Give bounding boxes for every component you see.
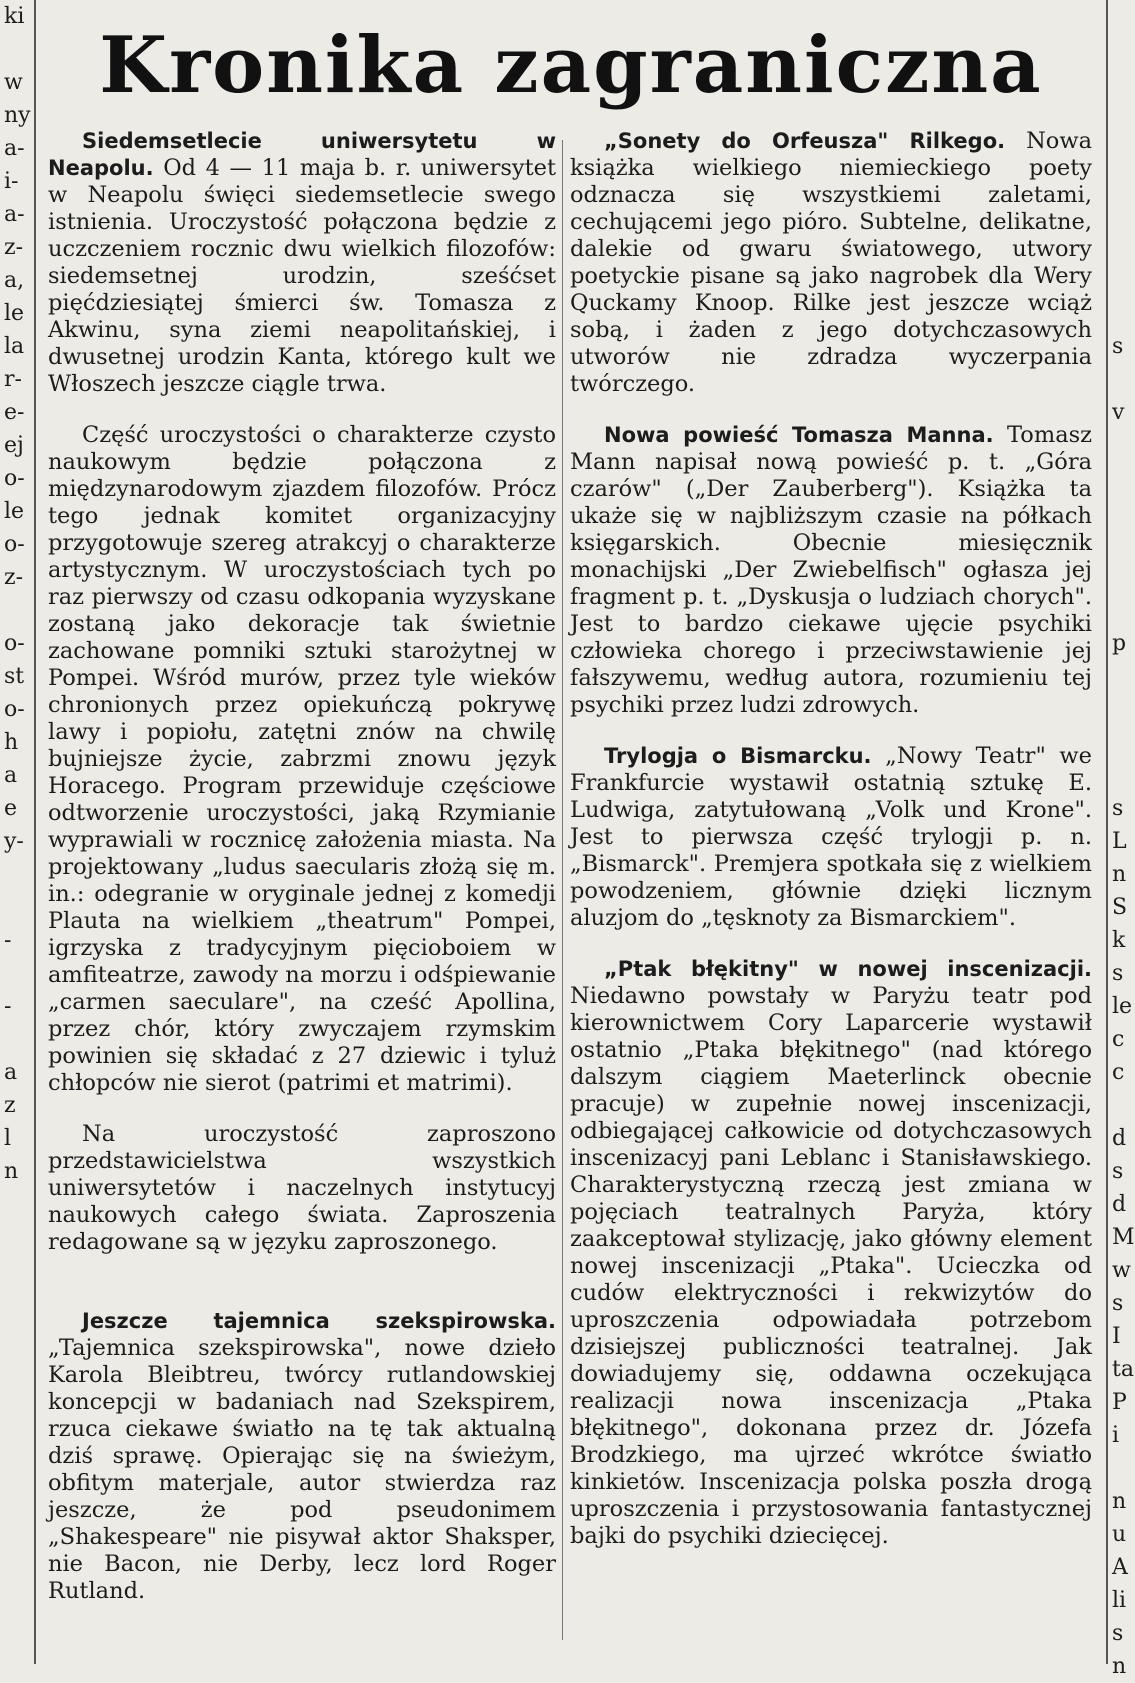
article-text: Niedawno powstały w Paryżu teatr pod kierownictwem Cory Laparcerie wystawił ostatnio „Ptaka błękitnego" (nad którego dalszym ciągiem Maeterlinck obecnie pracuje) w zupełnie nowej inscenizacji, odbiegającej całkowicie od dotychczasowych inscenizacyj pani Leblanc i Stanisławskiego. Charakterystyczną rzeczą jest zmiana w pojęciach teatralnych Paryża, który zaakceptował stylizację, jako główny element nowej inscenizacji „Ptaka". Ucieczka od cudów elektryczności i rekwizytów do uproszczenia odpowiadała potrzebom dzisiejszej publiczności teatralnej. Jak dowiadujemy się, oddawna oczekująca realizacji nowa inscenizacja „Ptaka błękitnego", dokonana przez dr. Józefa Brodzkiego, ma ujrzeć wkrótce światło kinkietów. Inscenizacja polska poszła drogą uproszczenia i przystosowania fantastycznej bajki do psychiki dziecięcej. xyxy=(570,983,1092,1549)
article-rilke xyxy=(570,128,1092,398)
article-heading: Jeszcze tajemnica szekspirowska. xyxy=(82,1309,556,1333)
article-paragraph xyxy=(570,743,1092,932)
gutter-fragment xyxy=(1108,0,1130,33)
page-title: Kronika zagraniczna xyxy=(99,20,1043,111)
gutter-fragment xyxy=(0,33,34,66)
gutter-fragment: z xyxy=(4,1093,16,1118)
gutter-fragment: - xyxy=(4,994,12,1019)
gutter-fragment: v xyxy=(1112,400,1125,425)
gutter-fragment: o- xyxy=(4,697,25,722)
gutter-fragment: ej xyxy=(4,433,24,458)
gutter-fragment xyxy=(0,594,34,627)
article-text: Tomasz Mann napisał nową powieść p. t. „Góra czarów" („Der Zauberberg"). Książka ta ukaże się w najbliższym czasie na półkach księgarskich. Obecnie miesięcznik monachijski „Der Zwiebelfisch" ogłasza jej fragment p. t. „Dyskusja o ludziach chorych". Jest to bardzo ciekawe ujęcie psychiki człowieka chorego i przeciwstawienie jej fałszywemu, według autora, rozumieniu tej psychiki przez ludzi zdrowych. xyxy=(570,422,1093,718)
gutter-fragment xyxy=(1108,462,1130,495)
gutter-fragment xyxy=(1108,429,1130,462)
gutter-fragment xyxy=(1108,528,1130,561)
gutter-fragment: a xyxy=(4,1060,18,1085)
gutter-fragment xyxy=(0,1353,34,1386)
gutter-fragment: e- xyxy=(4,400,25,425)
gutter-fragment xyxy=(1108,759,1130,792)
gutter-fragment xyxy=(1108,726,1130,759)
gutter-fragment xyxy=(0,1221,34,1254)
gutter-fragment: o- xyxy=(4,466,25,491)
gutter-fragment: i xyxy=(1112,1423,1120,1448)
gutter-fragment: le xyxy=(4,301,25,326)
gutter-fragment: y- xyxy=(4,829,24,854)
right-column xyxy=(570,128,1092,1574)
gutter-fragment: z- xyxy=(4,235,24,260)
gutter-fragment: a- xyxy=(4,136,25,161)
article-heading: Trylogja o Bismarcku. xyxy=(604,744,872,768)
gutter-fragment: p xyxy=(1112,631,1127,656)
gutter-fragment xyxy=(1108,198,1130,231)
gutter-fragment xyxy=(1108,594,1130,627)
article-paragraph: Część uroczystości o charakterze czysto naukowym będzie połączona z międzynarodowym zjazdem filozofów. Prócz tego jednak komitet organizacyjny przygotowuje szereg atrakcyj o charakterze artystycznym. W uroczystościach tych po raz pierwszy od czasu odkopania wyzyskane zostaną jako dekoracje tak świetnie zachowane pomniki sztuki starożytnej w Pompei. Wśród murów, przez tyle wieków chronionych przez opiekuńczą pokrywę lawy i popiołu, zatętni znów na chwilę bujniejsze życie, zabrzmi znowu język Horacego. Program przewiduje częściowe odtworzenie uroczystości, jaką Rzymianie wyprawiali w rocznicę założenia miasta. Na projektowany „ludus saecularis złożą się m. in.: odegranie w oryginale jednej z komedji Plauta na wielkiem „theatrum" Pompei, igrzyska z tradycyjnym pięcioboiem w amfiteatrze, zawody na morzu i odśpiewanie „carmen saeculare", na cześć Apollina, przez chór, który zwyczajem rzymskim powinien się składać z 27 dziewic i tyluż chłopców nie sierot (patrimi et matrimi). xyxy=(48,422,556,1096)
gutter-fragment: st xyxy=(4,664,25,689)
gutter-fragment: s xyxy=(1112,1159,1124,1184)
article-naples xyxy=(48,128,556,1256)
gutter-fragment: - xyxy=(4,928,12,953)
gutter-fragment xyxy=(1108,297,1130,330)
article-paragraph xyxy=(48,128,556,398)
article-text: „Nowy Teatr" we Frankfurcie wystawił ostatnią sztukę E. Ludwiga, zatytułowaną „Volk und Krone". Jest to pierwsza część trylogji p. n. „Bismarck". Premjera spotkała się z wielkiem powodzeniem, głównie dzięki licznym aluzjom do „tęsknoty za Bismarckiem". xyxy=(570,743,1092,931)
gutter-fragment: le xyxy=(4,499,25,524)
article-heading: Nowa powieść Tomasza Manna. xyxy=(604,423,994,447)
gutter-fragment: i- xyxy=(4,169,19,194)
gutter-fragment: e xyxy=(4,796,18,821)
left-gutter-cropped-text xyxy=(0,0,36,1664)
gutter-fragment: s xyxy=(1112,961,1124,986)
article-text: Nowa książka wielkiego niemieckiego poety odznacza się wszystkiemi zaletami, cechującemi jego pióro. Subtelne, delikatne, dalekie od gwaru światowego, utwory poetyckie pisane są jako nagrobek dla Wery Quckamy Knoop. Rilke jest jeszcze wciąż sobą, i żaden z jego dotychczasowych utworów nie zdradza wyczerpania twórczego. xyxy=(570,128,1093,397)
article-mann xyxy=(570,422,1092,719)
gutter-fragment xyxy=(1108,231,1130,264)
gutter-fragment: a xyxy=(4,763,18,788)
gutter-fragment xyxy=(0,1386,34,1419)
gutter-fragment: s xyxy=(1112,334,1124,359)
gutter-fragment xyxy=(1108,33,1130,66)
right-gutter-cropped-text xyxy=(1106,0,1135,1679)
gutter-fragment xyxy=(1108,264,1130,297)
gutter-fragment: r- xyxy=(4,367,22,392)
article-shakespeare xyxy=(48,1308,556,1605)
article-heading: „Ptak błękitny" w nowej inscenizacji. xyxy=(604,957,1092,981)
gutter-fragment xyxy=(1108,1089,1130,1122)
gutter-fragment: s xyxy=(1112,796,1124,821)
gutter-fragment: c xyxy=(1112,1060,1125,1085)
gutter-fragment: ta xyxy=(1112,1357,1134,1382)
gutter-fragment: k xyxy=(1112,928,1126,953)
gutter-fragment xyxy=(1108,165,1130,198)
gutter-fragment: n xyxy=(1112,1654,1127,1679)
gutter-fragment xyxy=(0,858,34,891)
gutter-fragment: d xyxy=(1112,1192,1127,1217)
gutter-fragment: u xyxy=(1112,1522,1127,1547)
gutter-fragment: P xyxy=(1112,1390,1127,1415)
gutter-fragment xyxy=(0,957,34,990)
article-paragraph: Na uroczystość zaproszono przedstawicielstwa wszystkich uniwersytetów i naczelnych instytucyj naukowych całego świata. Zaproszenia redagowane są w języku zaproszonego. xyxy=(48,1121,556,1255)
gutter-fragment: I xyxy=(1112,1324,1121,1349)
gutter-fragment xyxy=(0,1023,34,1056)
gutter-fragment: a- xyxy=(4,202,25,227)
gutter-fragment xyxy=(1108,495,1130,528)
left-column xyxy=(48,128,556,1629)
gutter-fragment: M xyxy=(1112,1225,1135,1250)
gutter-fragment: le xyxy=(1112,994,1133,1019)
gutter-fragment: s xyxy=(1112,1621,1124,1646)
gutter-fragment: n xyxy=(4,1159,19,1184)
gutter-fragment xyxy=(1108,693,1130,726)
gutter-fragment: ki xyxy=(4,4,25,29)
gutter-fragment: h xyxy=(4,730,19,755)
gutter-fragment: c xyxy=(1112,1027,1125,1052)
gutter-fragment: l xyxy=(4,1126,12,1151)
article-paragraph xyxy=(48,1308,556,1605)
gutter-fragment: ny xyxy=(4,103,31,128)
gutter-fragment xyxy=(0,1518,34,1551)
gutter-fragment: d xyxy=(1112,1126,1127,1151)
gutter-fragment xyxy=(1108,132,1130,165)
article-paragraph xyxy=(570,422,1092,719)
gutter-fragment: S xyxy=(1112,895,1128,920)
gutter-fragment: A xyxy=(1112,1555,1128,1580)
gutter-fragment: n xyxy=(1112,862,1127,887)
gutter-fragment xyxy=(0,1452,34,1485)
gutter-fragment: L xyxy=(1112,829,1127,854)
gutter-fragment: w xyxy=(4,70,23,95)
gutter-fragment xyxy=(1108,1452,1130,1485)
gutter-fragment: o- xyxy=(4,532,25,557)
gutter-fragment: n xyxy=(1112,1489,1127,1514)
gutter-fragment: z- xyxy=(4,565,24,590)
gutter-fragment xyxy=(1108,363,1130,396)
gutter-fragment: w xyxy=(1112,1258,1131,1283)
gutter-fragment xyxy=(1108,99,1130,132)
article-paragraph xyxy=(570,128,1092,398)
gutter-fragment: a, xyxy=(4,268,25,293)
article-heading: Siedemsetlecie uniwersytetu w Neapolu. xyxy=(48,129,556,180)
article-bismarck xyxy=(570,743,1092,932)
column-divider xyxy=(562,140,563,1640)
gutter-fragment xyxy=(0,891,34,924)
gutter-fragment xyxy=(0,1188,34,1221)
gutter-fragment: la xyxy=(4,334,25,359)
article-heading: „Sonety do Orfeusza" Rilkego. xyxy=(604,129,1006,153)
article-bluebird xyxy=(570,956,1092,1550)
gutter-fragment xyxy=(0,1287,34,1320)
gutter-fragment xyxy=(0,1551,34,1584)
gutter-fragment xyxy=(0,1254,34,1287)
gutter-fragment xyxy=(0,1320,34,1353)
gutter-fragment xyxy=(0,1419,34,1452)
article-text: „Tajemnica szekspirowska", nowe dzieło Karola Bleibtreu, twórcy rutlandowskiej koncepcji w badaniach nad Szekspirem, rzuca ciekawe światło na tę tak aktualną dziś sprawę. Opierając się na świeżym, obfitym materjale, autor stwierdza raz jeszcze, że pod pseudonimem „Shakespeare" nie pisywał aktor Shaksper, nie Bacon, nie Derby, lecz lord Roger Rutland. xyxy=(48,1335,556,1604)
gutter-fragment xyxy=(0,1485,34,1518)
gutter-fragment: s xyxy=(1112,1291,1124,1316)
gutter-fragment xyxy=(1108,660,1130,693)
article-paragraph xyxy=(570,956,1092,1550)
gutter-fragment: o- xyxy=(4,631,25,656)
gutter-fragment xyxy=(1108,66,1130,99)
article-text: Od 4 — 11 maja b. r. uniwersytet w Neapolu święci siedemsetlecie swego istnienia. Uroczystość połączona będzie z uczczeniem rocznic dwu wielkich filozofów: siedemsetnej urodzin, sześćset pięćdziesiątej śmierci św. Tomasza z Akwinu, syna ziemi neapolitańskiej, i dwusetnej urodzin Kanta, którego kult we Włoszech jeszcze ciągle trwa. xyxy=(48,155,557,397)
gutter-fragment xyxy=(1108,561,1130,594)
gutter-fragment: li xyxy=(1112,1588,1127,1613)
